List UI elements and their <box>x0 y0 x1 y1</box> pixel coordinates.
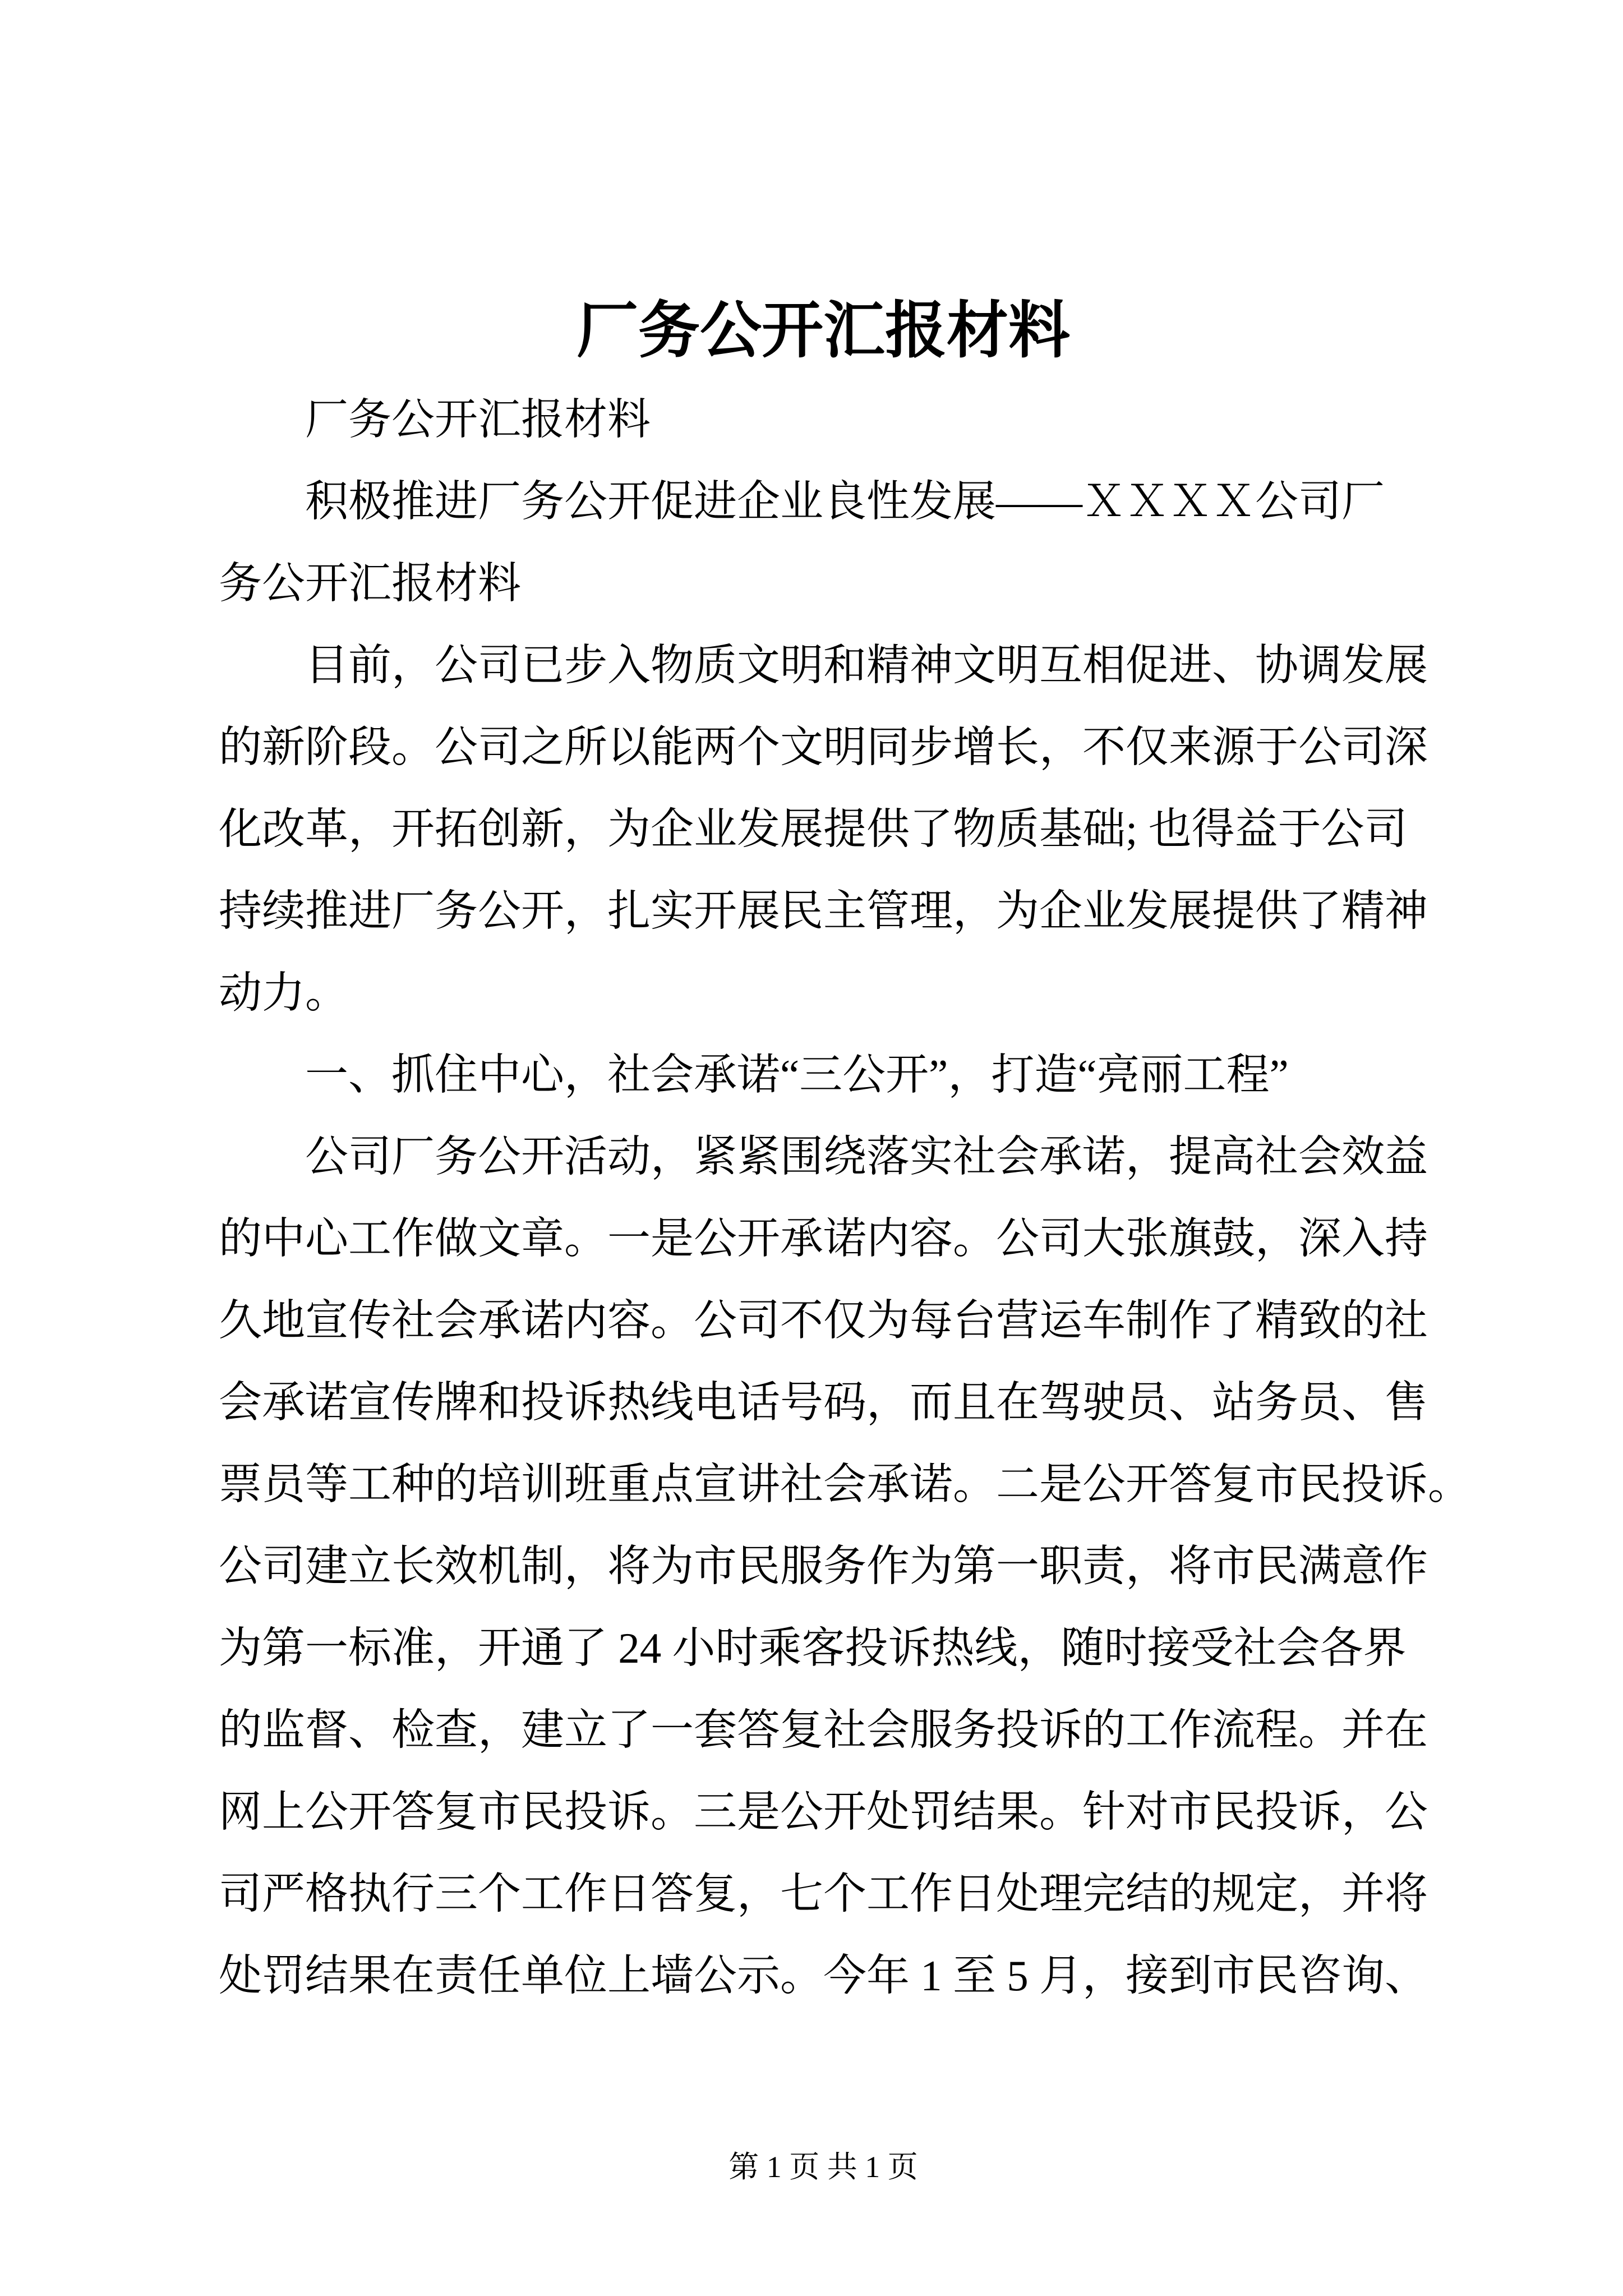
text-line: 的监督、检查，建立了一套答复社会服务投诉的工作流程。并在 <box>219 1706 1428 1754</box>
text-line: 动力。 <box>219 969 348 1017</box>
text-line: 持续推进厂务公开，扎实开展民主管理，为企业发展提供了精神 <box>219 887 1428 935</box>
text-line: 网上公开答复市民投诉。三是公开处罚结果。针对市民投诉，公 <box>219 1788 1428 1836</box>
page-footer: 第 1 页 共 1 页 <box>728 2150 918 2184</box>
text-line: 厂务公开汇报材料 <box>219 395 651 444</box>
document-body <box>219 283 1471 2017</box>
text-line: 公司建立长效机制，将为市民服务作为第一职责，将市民满意作 <box>219 1542 1428 1590</box>
text-line: 处罚结果在责任单位上墙公示。今年 1 至 5 月，接到市民咨询、 <box>219 1952 1428 2000</box>
text-line: 司严格执行三个工作日答复，七个工作日处理完结的规定，并将 <box>219 1870 1428 1918</box>
text-line: 积极推进厂务公开促进企业良性发展——ＸＸＸＸ公司厂 <box>219 477 1385 526</box>
text-line: 为第一标准，开通了 24 小时乘客投诉热线，随时接受社会各界 <box>219 1624 1407 1672</box>
text-line: 会承诺宣传牌和投诉热线电话号码，而且在驾驶员、站务员、售 <box>219 1378 1428 1427</box>
page-title: 厂务公开汇报材料 <box>577 297 1070 365</box>
text-line: 化改革，开拓创新，为企业发展提供了物质基础; 也得益于公司 <box>219 805 1408 853</box>
text-line: 一、抓住中心，社会承诺“三公开”，打造“亮丽工程” <box>219 1051 1289 1099</box>
text-line: 务公开汇报材料 <box>219 559 521 608</box>
text-line: 目前，公司已步入物质文明和精神文明互相促进、协调发展 <box>219 641 1428 689</box>
text-line: 久地宣传社会承诺内容。公司不仅为每台营运车制作了精致的社 <box>219 1296 1428 1345</box>
text-line: 的新阶段。公司之所以能两个文明同步增长，不仅来源于公司深 <box>219 723 1428 771</box>
text-line: 票员等工种的培训班重点宣讲社会承诺。二是公开答复市民投诉。 <box>219 1460 1471 1508</box>
text-line: 公司厂务公开活动，紧紧围绕落实社会承诺，提高社会效益 <box>219 1133 1428 1181</box>
text-line: 的中心工作做文章。一是公开承诺内容。公司大张旗鼓，深入持 <box>219 1214 1428 1263</box>
